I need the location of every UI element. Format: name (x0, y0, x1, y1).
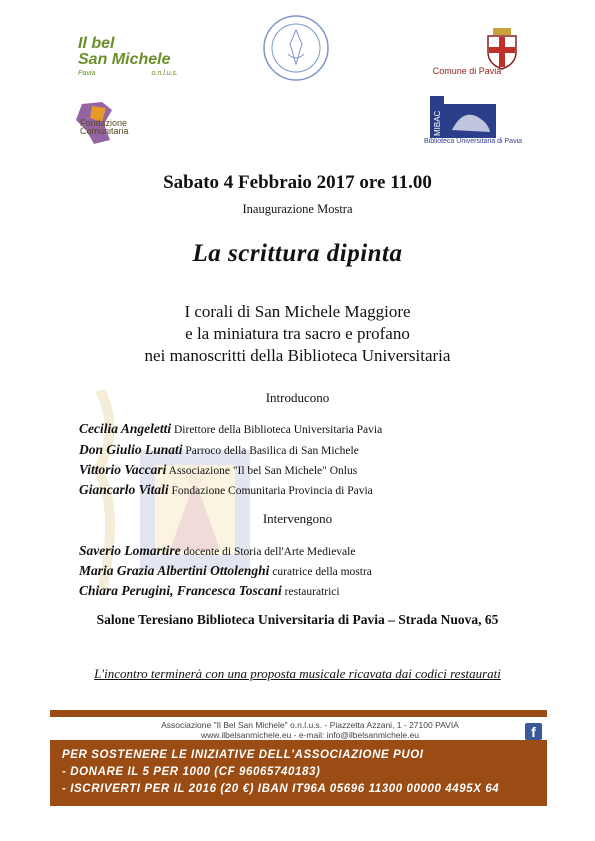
speaker-name: Vittorio Vaccari (79, 462, 167, 477)
parish-seal-icon (262, 14, 330, 82)
speaker-role: restauratrici (284, 586, 340, 598)
event-date: Sabato 4 Febbraio 2017 ore 11.00 (163, 172, 432, 193)
introducono-heading: Introducono (265, 390, 330, 405)
event-type: Inaugurazione Mostra (242, 202, 353, 216)
speaker-row (79, 543, 355, 559)
speaker-name: Giancarlo Vitali (79, 482, 169, 497)
speaker-role: docente di Storia dell'Arte Medievale (183, 546, 356, 558)
comune-label: Comune di Pavia (432, 66, 502, 76)
facebook-icon[interactable]: f (525, 723, 542, 740)
association-address: Associazione "Il Bel San Michele" o.n.l.u.s. - Piazzetta Azzani, 1 - 27100 PAVIA (161, 720, 459, 730)
mibac-logo (430, 96, 500, 138)
speaker-name: Maria Grazia Albertini Ottolenghi (79, 563, 270, 578)
venue: Salone Teresiano Biblioteca Universitaria di Pavia – Strada Nuova, 65 (96, 612, 499, 627)
fondazione-line2: Comunitaria (80, 126, 129, 136)
subtitle-line-3: nei manoscritti della Biblioteca Universitaria (144, 346, 451, 365)
speaker-role: Direttore della Biblioteca Universitaria Pavia (174, 424, 383, 436)
speaker-row (79, 482, 373, 498)
fondazione-line1: Fondazione (80, 118, 128, 128)
speaker-role: curatrice della mostra (272, 566, 372, 578)
biblioteca-label: Biblioteca Universitaria di Pavia (423, 138, 523, 145)
exhibition-title: La scrittura dipinta (192, 240, 403, 267)
logo-suffix: o.n.l.u.s. (151, 70, 178, 77)
fondazione-comunitaria-logo (72, 100, 142, 146)
subtitle-line-2: e la miniatura tra sacro e profano (185, 324, 410, 343)
logo-line1: Il bel (78, 35, 115, 52)
il-bel-san-michele-logo (78, 36, 188, 86)
speaker-row (79, 462, 357, 478)
logo-city: Pavia (78, 70, 96, 77)
speaker-name: Chiara Perugini, Francesca Toscani (79, 583, 282, 598)
speaker-row (79, 421, 382, 437)
speaker-role: Associazione "Il bel San Michele" Onlus (168, 465, 358, 477)
intervengono-heading: Intervengono (262, 511, 333, 526)
speaker-role: Parroco della Basilica di San Michele (185, 445, 359, 457)
speaker-row (79, 583, 340, 599)
support-line-2: - DONARE IL 5 PER 1000 (CF 96065740183) (62, 766, 321, 778)
support-line-1: PER SOSTENERE LE INIZIATIVE DELL'ASSOCIAZIONE PUOI (62, 749, 424, 761)
closing-note: L'incontro terminerà con una proposta musicale ricavata dai codici restaurati (94, 666, 501, 681)
speaker-row (79, 442, 359, 458)
association-contacts[interactable]: www.ilbelsanmichele.eu - e-mail: info@ilbelsanmichele.eu (201, 730, 419, 740)
speaker-role: Fondazione Comunitaria Provincia di Pavia (171, 485, 373, 497)
comune-crest-icon (484, 28, 520, 70)
mibac-text: MIBAC (433, 110, 442, 136)
speaker-name: Saverio Lomartire (79, 543, 181, 558)
logo-line2: San Michele (78, 51, 171, 68)
speaker-name: Don Giulio Lunati (79, 442, 183, 457)
footer-divider (50, 710, 547, 717)
subtitle-line-1: I corali di San Michele Maggiore (184, 302, 411, 321)
support-box (50, 740, 547, 806)
speaker-name: Cecilia Angeletti (79, 421, 172, 436)
support-line-3: - ISCRIVERTI PER IL 2016 (20 €) IBAN IT96A 05696 11300 00000 4495X 64 (62, 783, 500, 795)
speaker-row (79, 563, 372, 579)
